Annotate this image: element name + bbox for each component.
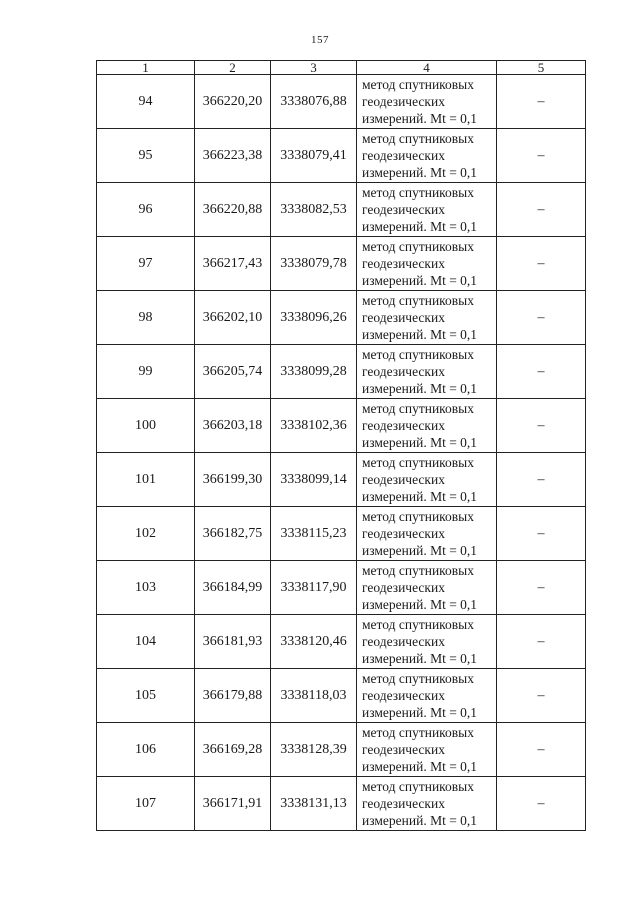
method-cell [357, 669, 497, 723]
table-row [97, 561, 586, 615]
table-row [97, 723, 586, 777]
method-line: геодезических [362, 580, 445, 595]
method-cell [357, 291, 497, 345]
description-cell: – [497, 453, 586, 507]
table-row [97, 777, 586, 831]
header-col-1: 1 [97, 61, 195, 75]
y-coordinate-cell: 3338099,28 [271, 345, 357, 399]
y-coordinate-cell: 3338102,36 [271, 399, 357, 453]
description-cell: – [497, 507, 586, 561]
method-line: метод спутниковых [362, 185, 474, 200]
description-cell: – [497, 777, 586, 831]
method-line: измерений. Mt = 0,1 [362, 705, 478, 720]
method-line: метод спутниковых [362, 725, 474, 740]
method-cell [357, 561, 497, 615]
y-coordinate-cell: 3338079,41 [271, 129, 357, 183]
method-cell [357, 453, 497, 507]
x-coordinate-cell: 366184,99 [195, 561, 271, 615]
y-coordinate-cell: 3338120,46 [271, 615, 357, 669]
point-number-cell: 102 [97, 507, 195, 561]
method-line: метод спутниковых [362, 455, 474, 470]
table-row [97, 291, 586, 345]
table-header-row [97, 61, 586, 75]
point-number-cell: 101 [97, 453, 195, 507]
point-number-cell: 104 [97, 615, 195, 669]
description-cell: – [497, 399, 586, 453]
table-row [97, 237, 586, 291]
point-number-cell: 98 [97, 291, 195, 345]
header-col-3: 3 [271, 61, 357, 75]
method-line: измерений. Mt = 0,1 [362, 165, 478, 180]
point-number-cell: 94 [97, 75, 195, 129]
method-line: измерений. Mt = 0,1 [362, 543, 478, 558]
y-coordinate-cell: 3338117,90 [271, 561, 357, 615]
point-number-cell: 105 [97, 669, 195, 723]
header-col-2: 2 [195, 61, 271, 75]
x-coordinate-cell: 366217,43 [195, 237, 271, 291]
x-coordinate-cell: 366181,93 [195, 615, 271, 669]
point-number-cell: 95 [97, 129, 195, 183]
point-number-cell: 106 [97, 723, 195, 777]
x-coordinate-cell: 366205,74 [195, 345, 271, 399]
description-cell: – [497, 237, 586, 291]
description-cell: – [497, 669, 586, 723]
point-number-cell: 99 [97, 345, 195, 399]
method-line: метод спутниковых [362, 293, 474, 308]
method-cell [357, 615, 497, 669]
method-cell [357, 723, 497, 777]
y-coordinate-cell: 3338099,14 [271, 453, 357, 507]
x-coordinate-cell: 366169,28 [195, 723, 271, 777]
method-line: метод спутниковых [362, 563, 474, 578]
method-cell [357, 75, 497, 129]
x-coordinate-cell: 366223,38 [195, 129, 271, 183]
method-line: измерений. Mt = 0,1 [362, 597, 478, 612]
point-number-cell: 107 [97, 777, 195, 831]
x-coordinate-cell: 366203,18 [195, 399, 271, 453]
point-number-cell: 97 [97, 237, 195, 291]
method-line: метод спутниковых [362, 77, 474, 92]
method-line: метод спутниковых [362, 671, 474, 686]
method-line: геодезических [362, 310, 445, 325]
header-col-4: 4 [357, 61, 497, 75]
y-coordinate-cell: 3338096,26 [271, 291, 357, 345]
method-line: геодезических [362, 256, 445, 271]
method-cell [357, 129, 497, 183]
table-row [97, 399, 586, 453]
description-cell: – [497, 291, 586, 345]
y-coordinate-cell: 3338076,88 [271, 75, 357, 129]
y-coordinate-cell: 3338079,78 [271, 237, 357, 291]
y-coordinate-cell: 3338131,13 [271, 777, 357, 831]
page-number: 157 [311, 34, 329, 46]
method-line: геодезических [362, 148, 445, 163]
method-line: геодезических [362, 418, 445, 433]
method-line: геодезических [362, 688, 445, 703]
method-cell [357, 399, 497, 453]
table-row [97, 669, 586, 723]
method-line: измерений. Mt = 0,1 [362, 111, 478, 126]
description-cell: – [497, 561, 586, 615]
method-cell [357, 345, 497, 399]
x-coordinate-cell: 366199,30 [195, 453, 271, 507]
method-line: геодезических [362, 202, 445, 217]
table-row [97, 345, 586, 399]
method-line: измерений. Mt = 0,1 [362, 813, 478, 828]
point-number-cell: 96 [97, 183, 195, 237]
table-row [97, 453, 586, 507]
point-number-cell: 100 [97, 399, 195, 453]
y-coordinate-cell: 3338128,39 [271, 723, 357, 777]
description-cell: – [497, 129, 586, 183]
method-line: геодезических [362, 472, 445, 487]
description-cell: – [497, 723, 586, 777]
coordinates-table [96, 60, 586, 831]
method-line: измерений. Mt = 0,1 [362, 327, 478, 342]
method-line: геодезических [362, 796, 445, 811]
method-cell [357, 507, 497, 561]
method-line: метод спутниковых [362, 509, 474, 524]
y-coordinate-cell: 3338082,53 [271, 183, 357, 237]
method-line: измерений. Mt = 0,1 [362, 219, 478, 234]
description-cell: – [497, 183, 586, 237]
method-line: геодезических [362, 742, 445, 757]
y-coordinate-cell: 3338118,03 [271, 669, 357, 723]
method-line: измерений. Mt = 0,1 [362, 435, 478, 450]
header-col-5: 5 [497, 61, 586, 75]
x-coordinate-cell: 366220,88 [195, 183, 271, 237]
method-line: измерений. Mt = 0,1 [362, 489, 478, 504]
method-cell [357, 237, 497, 291]
method-line: геодезических [362, 364, 445, 379]
method-line: измерений. Mt = 0,1 [362, 759, 478, 774]
table-row [97, 129, 586, 183]
x-coordinate-cell: 366171,91 [195, 777, 271, 831]
description-cell: – [497, 345, 586, 399]
method-line: геодезических [362, 634, 445, 649]
x-coordinate-cell: 366220,20 [195, 75, 271, 129]
x-coordinate-cell: 366179,88 [195, 669, 271, 723]
x-coordinate-cell: 366182,75 [195, 507, 271, 561]
method-line: метод спутниковых [362, 347, 474, 362]
table-row [97, 507, 586, 561]
description-cell: – [497, 75, 586, 129]
method-cell [357, 777, 497, 831]
method-line: геодезических [362, 526, 445, 541]
method-line: метод спутниковых [362, 131, 474, 146]
table-row [97, 75, 586, 129]
x-coordinate-cell: 366202,10 [195, 291, 271, 345]
method-line: метод спутниковых [362, 401, 474, 416]
method-line: геодезических [362, 94, 445, 109]
method-line: метод спутниковых [362, 779, 474, 794]
description-cell: – [497, 615, 586, 669]
method-cell [357, 183, 497, 237]
method-line: измерений. Mt = 0,1 [362, 381, 478, 396]
method-line: метод спутниковых [362, 239, 474, 254]
method-line: измерений. Mt = 0,1 [362, 651, 478, 666]
table-row [97, 615, 586, 669]
method-line: измерений. Mt = 0,1 [362, 273, 478, 288]
y-coordinate-cell: 3338115,23 [271, 507, 357, 561]
method-line: метод спутниковых [362, 617, 474, 632]
table-row [97, 183, 586, 237]
point-number-cell: 103 [97, 561, 195, 615]
